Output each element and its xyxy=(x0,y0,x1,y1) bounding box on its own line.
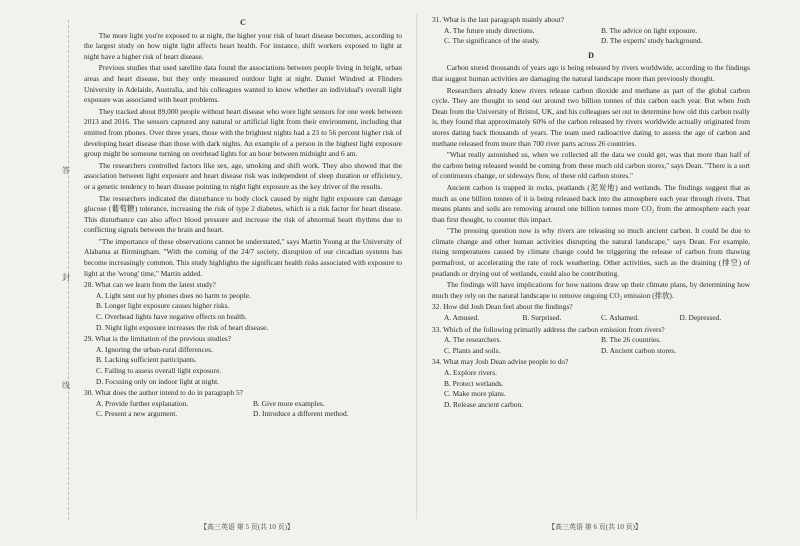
binding-fold-line xyxy=(68,20,69,520)
answer-option: B. Surprised. xyxy=(522,313,562,323)
answer-option: C. Failing to assess overall light exposure. xyxy=(96,366,222,375)
answer-option: D. Night light exposure increases the risk of heart disease. xyxy=(96,322,269,332)
answer-option: A. Ignoring the urban-rural differences. xyxy=(96,344,213,354)
answer-option: D. Ancient carbon stores. xyxy=(601,345,676,355)
passage-paragraph: "The importance of these observations cannot be understated," says Martin Young at the University of Alabama at Birmingham. "With the coming of the 24/7 society, disruption of our circadian systems has become increasingly common. This study highlights the significant health risks associated with exposure to light at the 'wrong' time," Martin added. xyxy=(84,236,402,278)
passage-paragraph: The more light you're exposed to at night, the higher your risk of heart disease becomes, according to the largest study on how night light affects heart health. For instance, shift workers exposed to light at night have a higher risk of heart disease. xyxy=(84,30,402,61)
left-column xyxy=(84,14,402,420)
passage-paragraph: Carbon stored thousands of years ago is being released by rivers worldwide, according to the findings that suggest human activities are damaging the natural landscape more than previously thought. xyxy=(432,63,750,83)
answer-option: B. The 26 countries. xyxy=(601,335,662,345)
passage-paragraph: The researchers indicated the disturbance to body clock caused by night light exposure can damage glucose (葡萄糖) tolerance, increasing the risk of type 2 diabetes, which is a risk factor for heart disease. This disturbance can also affect blood pressure and increase the risk of abnormal heart rhythms due to conflicting signals between the brain and heart. xyxy=(84,193,402,235)
passage-paragraph: The findings will have implications for how nations draw up their climate plans, by determining how much they rely on the natural landscape to remove ongoing CO₂ emission (排放). xyxy=(432,280,750,300)
question-list xyxy=(84,280,402,420)
question-stem: 31. What is the last paragraph mainly about? xyxy=(432,15,565,24)
answer-option: A. The future study directions. xyxy=(444,25,535,35)
answer-options xyxy=(432,313,750,324)
question-stem: 30. What does the author intend to do in paragraph 5? xyxy=(84,388,243,398)
passage-paragraph: "The pressing question now is why rivers are releasing so much ancient carbon. It could be due to climate change and other human activities disrupting the natural landscape," says Dean. For example, rising temperatures caused by climate change could be triggering the release of carbon from thawing permafrost, or accelerating the rate of rock weathering. Other activities, such as the draining (排空) of peatlands or drying out of wetlands, could also be contributing. xyxy=(432,226,750,278)
answer-options xyxy=(84,345,402,387)
answer-options xyxy=(84,399,402,420)
passage xyxy=(84,31,402,280)
answer-option: C. Ashamed. xyxy=(601,313,639,323)
answer-option: A. Explore rivers. xyxy=(444,368,497,377)
answer-option: D. Focusing only on indoor light at night. xyxy=(96,376,219,386)
right-column xyxy=(432,14,750,410)
answer-option: A. Light sent out by phones does no harm to people. xyxy=(96,290,251,300)
answer-option: B. Protect wetlands. xyxy=(444,378,504,388)
question-stem: 33. Which of the following primarily address the carbon emission from rivers? xyxy=(432,324,665,334)
side-mark-3: 线 xyxy=(62,381,70,390)
question-stem: 29. What is the limitation of the previous studies? xyxy=(84,334,232,344)
passage-paragraph: "What really astonished us, when we collected all the data we could get, was that more than half of the carbon being released would be coming from these much old carbon stores," says Dean. "There is a sort of continuous change, or sideways flow, of these old carbon stores." xyxy=(432,150,750,181)
passage-paragraph: The researchers controlled factors like sex, age, smoking and shift work. They also showed that the association between light exposure and heart disease risk was independent of sleep duration or efficiency, or a genetic tendency to heart disease pointing to night light exposure as the key driver of the results. xyxy=(84,160,402,191)
question-list xyxy=(432,15,750,47)
answer-option: A. Provide further explanation. xyxy=(96,398,189,408)
section-title: C xyxy=(240,18,246,27)
answer-option: C. The significance of the study. xyxy=(444,36,540,46)
answer-option: B. The advice on light exposure. xyxy=(601,25,698,35)
answer-option: C. Plants and soils. xyxy=(444,345,501,355)
passage xyxy=(432,63,750,301)
answer-option: A. Amused. xyxy=(444,313,480,323)
answer-options xyxy=(84,291,402,333)
answer-options xyxy=(432,335,750,356)
answer-option: C. Overhead lights have negative effects on health. xyxy=(96,312,247,322)
column-divider xyxy=(416,14,417,519)
answer-option: C. Present a new argument. xyxy=(96,409,178,419)
section-title: D xyxy=(588,50,594,60)
question-stem: 34. What may Josh Dean advise people to do? xyxy=(432,357,569,367)
page-footer: 【高三英语 第 6 页(共 10 页)】 xyxy=(548,523,642,531)
passage-paragraph: Ancient carbon is trapped in rocks, peatlands (泥炭地) and wetlands. The findings suggest that as much as one billion tonnes of it is being released back into the atmosphere each year through rivers. That means plants and soils are removing around one billion tonnes more CO₂ from the atmosphere each year than first thought, to counter this impact. xyxy=(432,182,750,224)
question-stem: 32. How did Josh Dean feel about the findings? xyxy=(432,302,573,312)
answer-option: A. The researchers. xyxy=(444,335,502,345)
question-list xyxy=(432,302,750,410)
answer-options xyxy=(432,368,750,410)
side-mark-2: 封 xyxy=(62,273,70,282)
passage-paragraph: Researchers already knew rivers release carbon dioxide and methane as part of the global carbon cycle. They are thought to send out around two billion tonnes of this carbon each year. But when Josh Dean from the University of Bristol, UK, and his colleagues set out to determine how old this carbon really is, they found that approximately 60% of the carbon released by rivers worldwide actually originated from stores dating back thousands of years. The team used radioactive dating to assess the age of carbon and methane released from more than 700 river parts across 26 countries. xyxy=(432,85,750,148)
answer-option: D. Depressed. xyxy=(679,313,722,323)
page-footer: 【高三英语 第 5 页(共 10 页)】 xyxy=(200,523,294,531)
answer-option: D. The experts' study background. xyxy=(601,36,703,46)
question-stem: 28. What can we learn from the latest study? xyxy=(84,280,216,290)
answer-option: B. Longer light exposure causes higher risks. xyxy=(96,301,230,311)
passage-paragraph: Previous studies that used satellite data found the associations between people living in bright, urban areas and heart disease, but they only measured outdoor light at night. Daniel Windred at Flinders University in Adelaide, Australia, and his colleagues wanted to know whether an individual's overall light exposure was associated with heart problems. xyxy=(84,63,402,105)
answer-options xyxy=(432,26,750,47)
passage-paragraph: They tracked about 89,000 people without heart disease who wore light sensors for one week between 2013 and 2016. The sensors captured any natural or artificial light from their environment, including that emitted from phones. Over three years, those with the brightest nights had a 23 to 56 percent higher risk of developing heart disease than those with dark nights. An example of a person in the highest light exposure group might be someone turning on overhead lights for an hour between midnight and 6 am. xyxy=(84,106,402,159)
answer-option: C. Make more plans. xyxy=(444,389,506,399)
answer-option: B. Give more examples. xyxy=(253,398,325,408)
answer-option: D. Release ancient carbon. xyxy=(444,399,524,409)
answer-option: B. Lacking sufficient participants. xyxy=(96,355,197,365)
side-mark-1: 答 xyxy=(62,166,70,175)
answer-option: D. Introduce a different method. xyxy=(253,409,349,419)
